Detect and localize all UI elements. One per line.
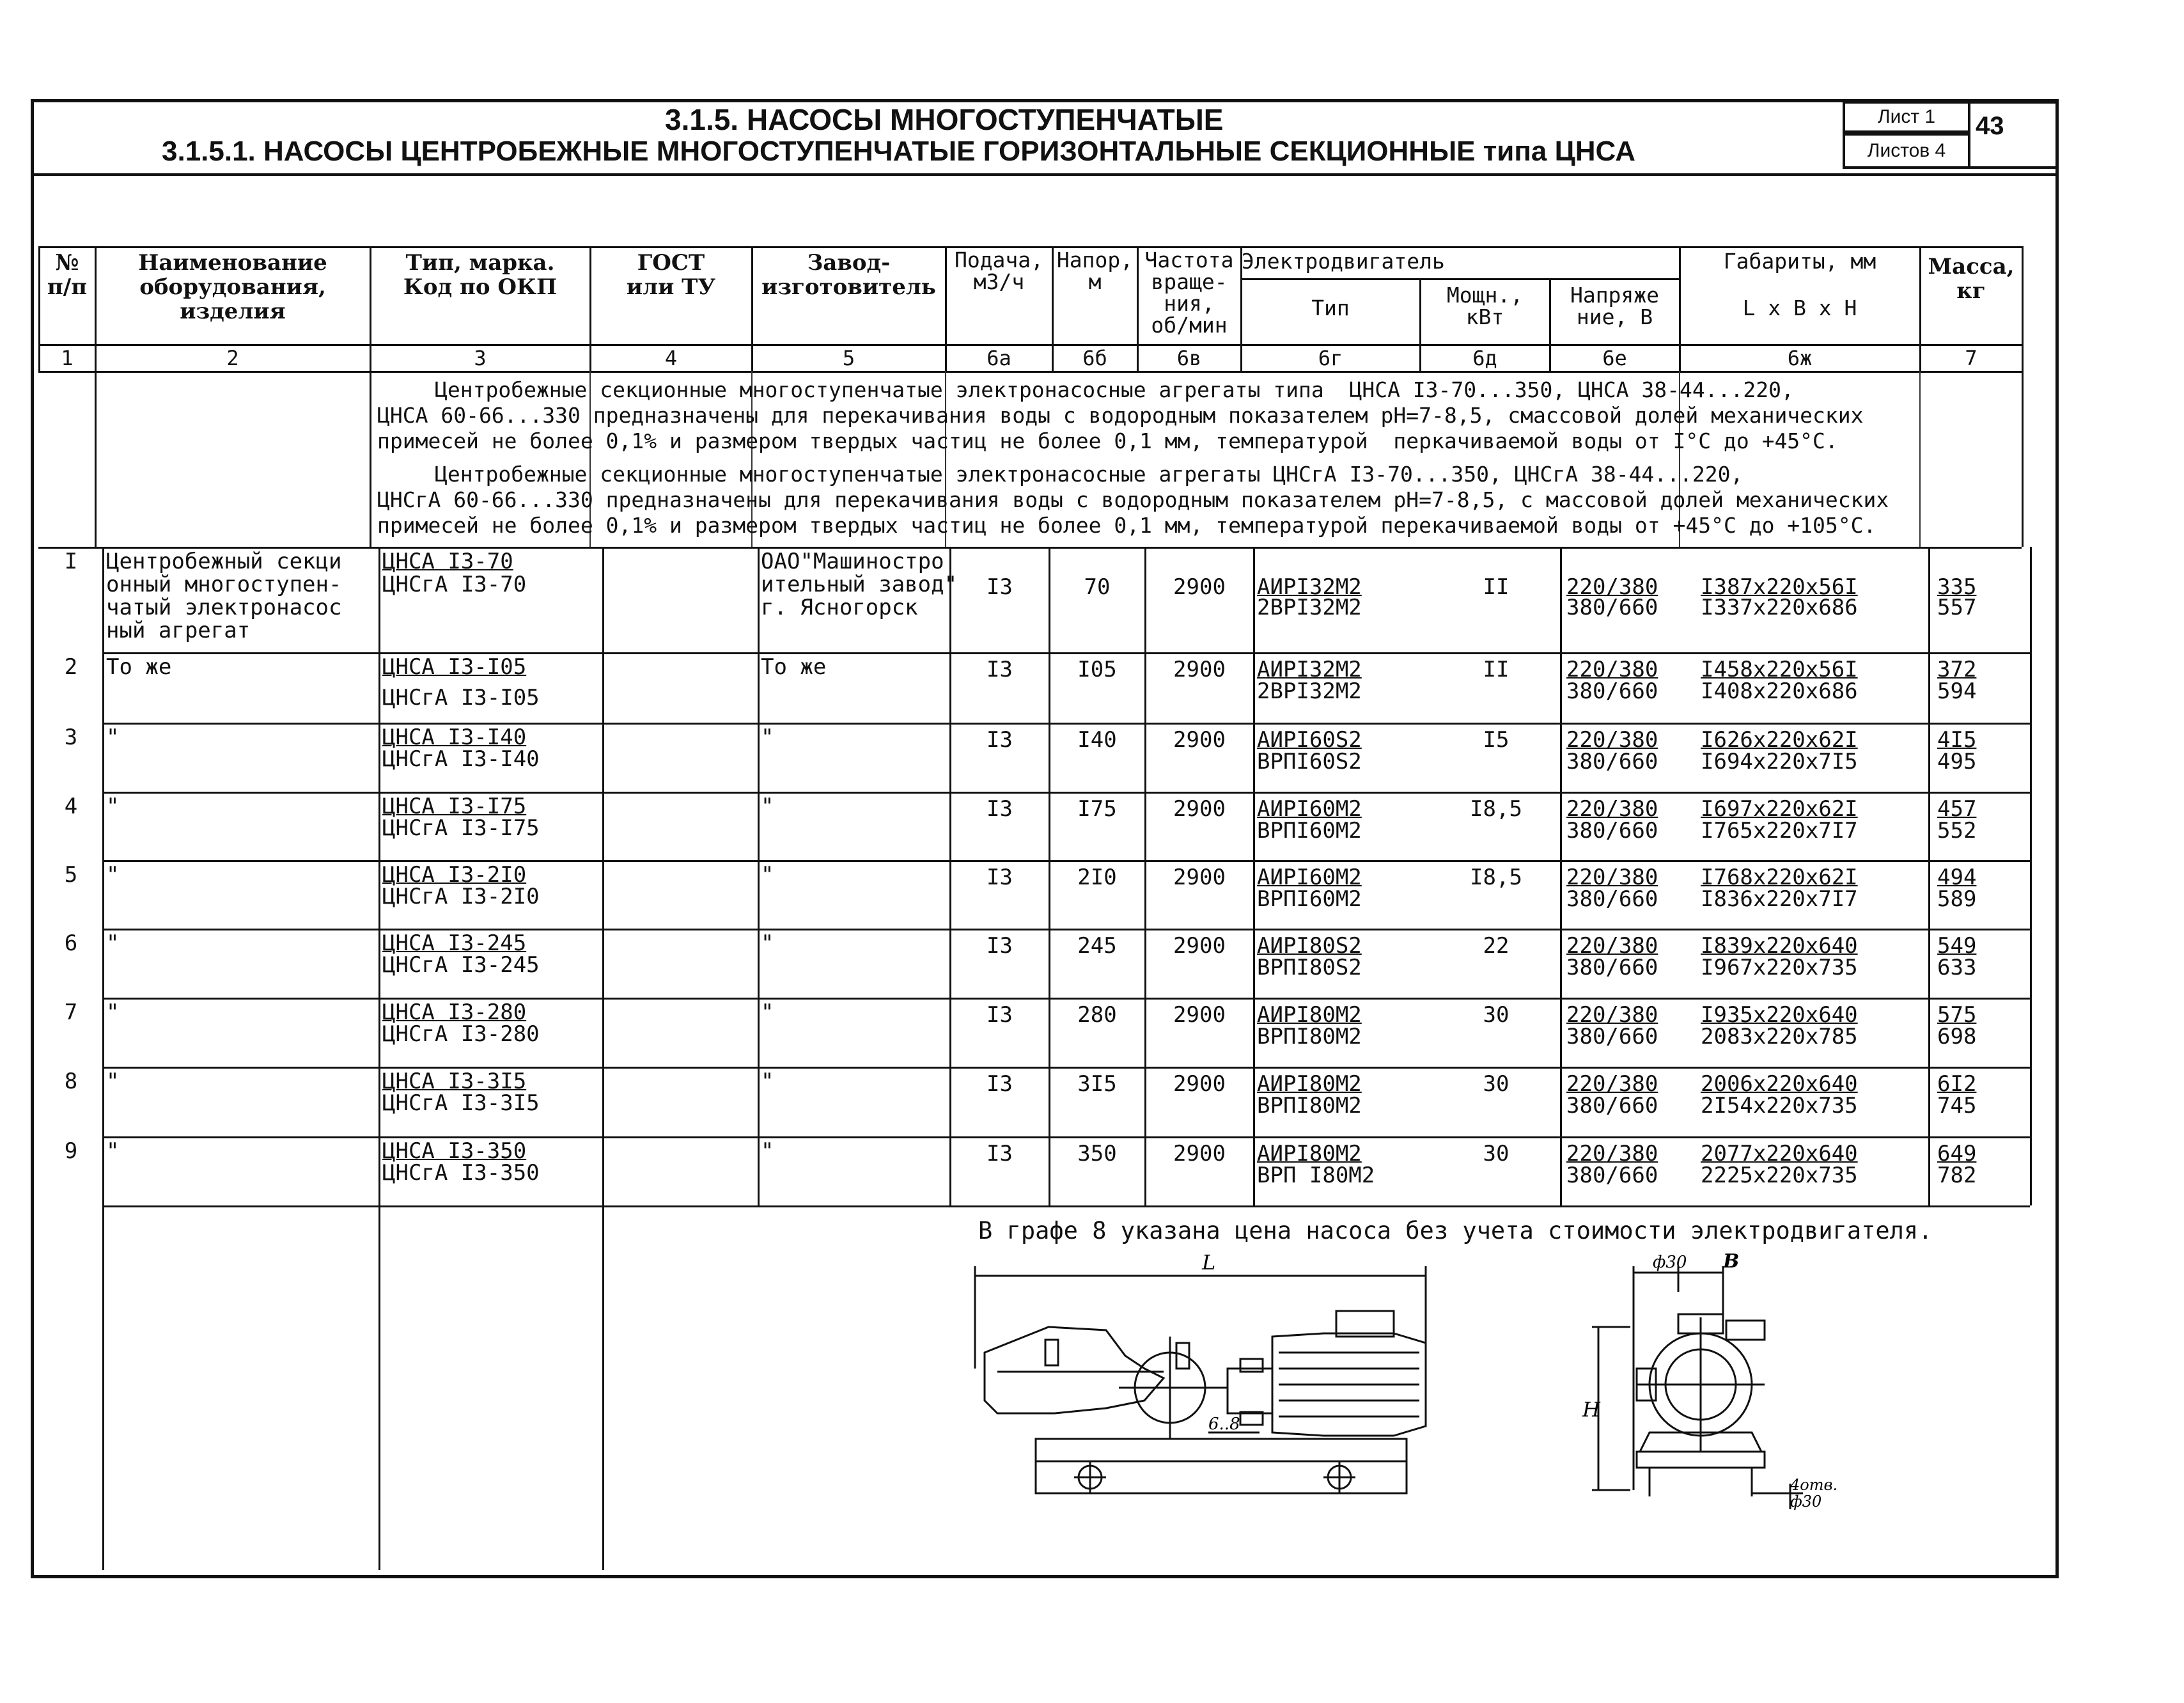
col-number: 5	[842, 346, 855, 370]
header-type: Тип, марка. Код по ОКП	[403, 250, 558, 300]
cell-v1: 220/380	[1566, 1002, 1658, 1028]
cell-v2: 380/660	[1566, 818, 1658, 844]
cell-name: То же	[106, 654, 172, 680]
cell-power: II	[1483, 657, 1509, 682]
pump-drawing	[959, 1241, 1982, 1560]
cell-d2: 2225x220x735	[1701, 1163, 1858, 1188]
header-num: № п/п	[47, 250, 88, 300]
cell-maker: "	[761, 1000, 774, 1025]
cell-num: 3	[64, 725, 78, 750]
cell-power: I8,5	[1470, 865, 1522, 890]
cell-freq: 2900	[1173, 727, 1226, 753]
sheets-label: Листов 4	[1843, 133, 1970, 169]
cell-type2: ЦНСгА I3-2I0	[382, 884, 540, 909]
col-number: 6в	[1176, 346, 1202, 370]
intro-line: Центробежные секционные многоступенчатые электронасосные агрегаты типа ЦНСА I3-70...350, ЦНСА 38-44...220,	[435, 377, 1794, 402]
cell-num: 8	[64, 1069, 78, 1094]
cell-d1: I768x220x62I	[1701, 865, 1858, 890]
cell-v2: 380/660	[1566, 1163, 1658, 1188]
page-number: 43	[1976, 112, 2004, 140]
cell-v1: 220/380	[1566, 574, 1658, 600]
cell-flow: I3	[987, 657, 1013, 682]
cell-num: 2	[64, 654, 78, 680]
cell-maker: "	[761, 794, 774, 819]
col-number: 6г	[1318, 346, 1343, 370]
cell-type2: ЦНСгА I3-280	[382, 1021, 540, 1047]
cell-type1: ЦНСА I3-2I0	[382, 862, 527, 888]
header-motor-power: Мощн., кВт	[1446, 283, 1524, 329]
header-dims-sub: L x B x H	[1742, 295, 1857, 320]
header-mass: Масса, кг	[1928, 254, 2015, 304]
cell-head: 3I5	[1077, 1071, 1117, 1097]
cell-motor2: 2ВРI32М2	[1257, 595, 1362, 620]
cell-d2: I337x220x686	[1701, 595, 1858, 620]
cell-flow: I3	[987, 865, 1013, 890]
cell-power: I5	[1483, 727, 1509, 753]
cell-m2: 594	[1937, 679, 1977, 704]
cell-motor1: АИРI80М2	[1257, 1071, 1362, 1097]
cell-m1: 372	[1937, 657, 1977, 682]
cell-m2: 552	[1937, 818, 1977, 844]
intro-line: Центробежные секционные многоступенчатые электронасосные агрегаты ЦНСгА I3-70...350, ЦНСгА 38-44...220,	[435, 462, 1743, 487]
cell-name: "	[106, 1000, 120, 1025]
header-divider	[31, 173, 2059, 176]
cell-v1: 220/380	[1566, 1071, 1658, 1097]
cell-v2: 380/660	[1566, 1093, 1658, 1118]
sheet-label: Лист 1	[1843, 101, 1970, 133]
col-number: 2	[226, 346, 239, 370]
cell-m1: 549	[1937, 933, 1977, 959]
cell-m1: 335	[1937, 574, 1977, 600]
cell-v2: 380/660	[1566, 1024, 1658, 1049]
section-title: 3.1.5. НАСОСЫ МНОГОСТУПЕНЧАТЫЕ	[665, 103, 1224, 136]
col-number: 6е	[1602, 346, 1627, 370]
cell-motor1: АИРI60М2	[1257, 865, 1362, 890]
header-motor-voltage: Напряже ние, В	[1570, 283, 1660, 329]
dim-label-B: B	[1723, 1250, 1740, 1273]
header-motor-group: Электродвигатель	[1242, 249, 1445, 274]
cell-type1: ЦНСА I3-350	[382, 1138, 527, 1164]
cell-type1: ЦНСА I3-70	[382, 549, 513, 574]
col-number: 6д	[1472, 346, 1497, 370]
cell-type1: ЦНСА I3-I05	[382, 654, 527, 680]
cell-motor1: АИРI80М2	[1257, 1141, 1362, 1166]
cell-type2: ЦНСгА I3-350	[382, 1160, 540, 1186]
cell-maker: "	[761, 1069, 774, 1094]
cell-name: "	[106, 930, 120, 956]
cell-d1: I839x220x640	[1701, 933, 1858, 959]
cell-d2: 2083x220x785	[1701, 1024, 1858, 1049]
cell-m2: 782	[1937, 1163, 1977, 1188]
price-note: В графе 8 указана цена насоса без учета стоимости электродвигателя.	[978, 1217, 1933, 1244]
col-number: 4	[664, 346, 678, 370]
cell-num: 9	[64, 1138, 78, 1164]
cell-type2: ЦНСгА I3-70	[382, 572, 527, 597]
cell-d1: I387x220x56I	[1701, 574, 1858, 600]
cell-type2: ЦНСгА I3-3I5	[382, 1090, 540, 1116]
cell-head: 245	[1077, 933, 1117, 959]
cell-d1: I626x220x62I	[1701, 727, 1858, 753]
cell-name: "	[106, 1069, 120, 1094]
cell-num: 6	[64, 930, 78, 956]
cell-flow: I3	[987, 574, 1013, 600]
cell-freq: 2900	[1173, 865, 1226, 890]
cell-m2: 589	[1937, 886, 1977, 912]
cell-d1: I697x220x62I	[1701, 796, 1858, 822]
dim-label-68: 6..8	[1208, 1415, 1240, 1434]
intro-line: примесей не более 0,1% и размером твердых частиц не более 0,1 мм, температурой перкачиваемой воды от I°С до +45°С.	[377, 428, 1838, 453]
cell-v2: 380/660	[1566, 749, 1658, 774]
cell-power: II	[1483, 574, 1509, 600]
cell-v2: 380/660	[1566, 679, 1658, 704]
cell-d2: I408x220x686	[1701, 679, 1858, 704]
dim-label-H: H	[1582, 1397, 1600, 1422]
cell-motor1: АИРI32М2	[1257, 657, 1362, 682]
cell-motor2: ВРПI60М2	[1257, 886, 1362, 912]
cell-type1: ЦНСА I3-I40	[382, 725, 527, 750]
cell-maker: "	[761, 1138, 774, 1164]
cell-type1: ЦНСА I3-I75	[382, 794, 527, 819]
cell-name: "	[106, 1138, 120, 1164]
subsection-title: 3.1.5.1. НАСОСЫ ЦЕНТРОБЕЖНЫЕ МНОГОСТУПЕНЧАТЫЕ ГОРИЗОНТАЛЬНЫЕ СЕКЦИОННЫЕ типа ЦНСА	[162, 136, 1635, 167]
cell-head: 280	[1077, 1002, 1117, 1028]
cell-type2: ЦНСгА I3-245	[382, 952, 540, 978]
cell-name: "	[106, 725, 120, 750]
header-head: Напор, м	[1056, 247, 1134, 294]
cell-name: "	[106, 794, 120, 819]
cell-motor1: АИРI60S2	[1257, 727, 1362, 753]
dim-label-L: L	[1202, 1250, 1216, 1275]
cell-flow: I3	[987, 1002, 1013, 1028]
cell-freq: 2900	[1173, 1141, 1226, 1166]
cell-power: I8,5	[1470, 796, 1522, 822]
cell-power: 30	[1483, 1002, 1509, 1028]
cell-type2: ЦНСгА I3-I40	[382, 746, 540, 772]
cell-v1: 220/380	[1566, 657, 1658, 682]
cell-d2: 2I54x220x735	[1701, 1093, 1858, 1118]
cell-freq: 2900	[1173, 574, 1226, 600]
cell-motor2: ВРПI80S2	[1257, 955, 1362, 980]
col-number: 1	[61, 346, 74, 370]
col-number: 6а	[987, 346, 1011, 370]
cell-v1: 220/380	[1566, 727, 1658, 753]
cell-d1: I935x220x640	[1701, 1002, 1858, 1028]
cell-num: 4	[64, 794, 78, 819]
cell-head: I40	[1077, 727, 1117, 753]
cell-freq: 2900	[1173, 1071, 1226, 1097]
cell-motor2: ВРП I80М2	[1257, 1163, 1375, 1188]
cell-maker: "	[761, 930, 774, 956]
intro-line: примесей не более 0,1% и размером твердых частиц не более 0,1 мм, температурой перекачиваемой воды от +45°С до +105°С.	[377, 513, 1876, 538]
cell-maker: То же	[761, 654, 827, 680]
col-number: 6б	[1082, 346, 1107, 370]
col-number: 3	[474, 346, 487, 370]
cell-motor2: ВРПI80М2	[1257, 1093, 1362, 1118]
cell-d2: I694x220x7I5	[1701, 749, 1858, 774]
cell-name: "	[106, 862, 120, 888]
cell-power: 22	[1483, 933, 1509, 959]
cell-m2: 698	[1937, 1024, 1977, 1049]
cell-type1: ЦНСА I3-280	[382, 1000, 527, 1025]
cell-d2: I967x220x735	[1701, 955, 1858, 980]
cell-m1: 649	[1937, 1141, 1977, 1166]
cell-m2: 495	[1937, 749, 1977, 774]
cell-type1: ЦНСА I3-3I5	[382, 1069, 527, 1094]
cell-maker: "	[761, 862, 774, 888]
cell-v1: 220/380	[1566, 865, 1658, 890]
cell-name: Центробежный секци онный многоступен- чатый электронасос ный агрегат	[106, 549, 342, 643]
cell-m1: 575	[1937, 1002, 1977, 1028]
cell-motor1: АИРI80S2	[1257, 933, 1362, 959]
cell-freq: 2900	[1173, 933, 1226, 959]
cell-m1: 494	[1937, 865, 1977, 890]
cell-m2: 633	[1937, 955, 1977, 980]
cell-motor2: ВРПI60S2	[1257, 749, 1362, 774]
cell-motor1: АИРI32М2	[1257, 574, 1362, 600]
cell-v2: 380/660	[1566, 955, 1658, 980]
cell-head: 70	[1084, 574, 1111, 600]
cell-power: 30	[1483, 1071, 1509, 1097]
cell-motor2: ВРПI60М2	[1257, 818, 1362, 844]
cell-num: 5	[64, 862, 78, 888]
cell-num: 7	[64, 1000, 78, 1025]
cell-m1: 6I2	[1937, 1071, 1977, 1097]
cell-d2: I765x220x7I7	[1701, 818, 1858, 844]
col-number: 6ж	[1787, 346, 1813, 370]
cell-m2: 745	[1937, 1093, 1977, 1118]
header-name: Наименование оборудования, изделия	[138, 250, 327, 324]
dim-label-d30: ф30	[1653, 1253, 1687, 1272]
cell-freq: 2900	[1173, 657, 1226, 682]
cell-maker: "	[761, 725, 774, 750]
cell-flow: I3	[987, 933, 1013, 959]
cell-maker: ОАО"Машиностро ительный завод" г. Ясногорск	[761, 549, 958, 620]
cell-d2: I836x220x7I7	[1701, 886, 1858, 912]
header-flow: Подача, м3/ч	[954, 247, 1044, 294]
cell-num: I	[64, 549, 78, 574]
cell-motor2: 2ВРI32М2	[1257, 679, 1362, 704]
cell-m1: 457	[1937, 796, 1977, 822]
cell-flow: I3	[987, 727, 1013, 753]
header-dims: Габариты, мм	[1723, 249, 1876, 274]
cell-power: 30	[1483, 1141, 1509, 1166]
cell-v1: 220/380	[1566, 933, 1658, 959]
cell-v2: 380/660	[1566, 886, 1658, 912]
cell-v1: 220/380	[1566, 1141, 1658, 1166]
cell-flow: I3	[987, 1141, 1013, 1166]
cell-flow: I3	[987, 796, 1013, 822]
holes-label: 4отв. ф30	[1790, 1476, 1838, 1511]
header-motor-type: Тип	[1311, 295, 1350, 320]
cell-head: I75	[1077, 796, 1117, 822]
cell-m1: 4I5	[1937, 727, 1977, 753]
header-gost: ГОСТ или ТУ	[626, 250, 716, 300]
col-number: 7	[1965, 346, 1977, 370]
cell-head: 2I0	[1077, 865, 1117, 890]
cell-motor1: АИРI60М2	[1257, 796, 1362, 822]
cell-motor2: ВРПI80М2	[1257, 1024, 1362, 1049]
cell-d1: 2006x220x640	[1701, 1071, 1858, 1097]
cell-type2: ЦНСгА I3-I05	[382, 685, 540, 710]
header-maker: Завод- изготовитель	[761, 250, 936, 300]
cell-v1: 220/380	[1566, 796, 1658, 822]
cell-head: 350	[1077, 1141, 1117, 1166]
header-freq: Частота враще- ния, об/мин	[1144, 247, 1234, 338]
cell-d1: 2077x220x640	[1701, 1141, 1858, 1166]
cell-v2: 380/660	[1566, 595, 1658, 620]
intro-line: ЦНСгА 60-66...330 предназначены для перекачивания воды с водородным показателем рН=7-8,5, с массовой долей механических	[377, 487, 1889, 512]
cell-freq: 2900	[1173, 1002, 1226, 1028]
cell-d1: I458x220x56I	[1701, 657, 1858, 682]
cell-m2: 557	[1937, 595, 1977, 620]
cell-motor1: АИРI80М2	[1257, 1002, 1362, 1028]
intro-line: ЦНСА 60-66...330 предназначены для перекачивания воды с водородным показателем рН=7-8,5, смассовой долей механических	[377, 403, 1864, 428]
cell-head: I05	[1077, 657, 1117, 682]
cell-type1: ЦНСА I3-245	[382, 930, 527, 956]
cell-type2: ЦНСгА I3-I75	[382, 815, 540, 841]
cell-freq: 2900	[1173, 796, 1226, 822]
cell-flow: I3	[987, 1071, 1013, 1097]
